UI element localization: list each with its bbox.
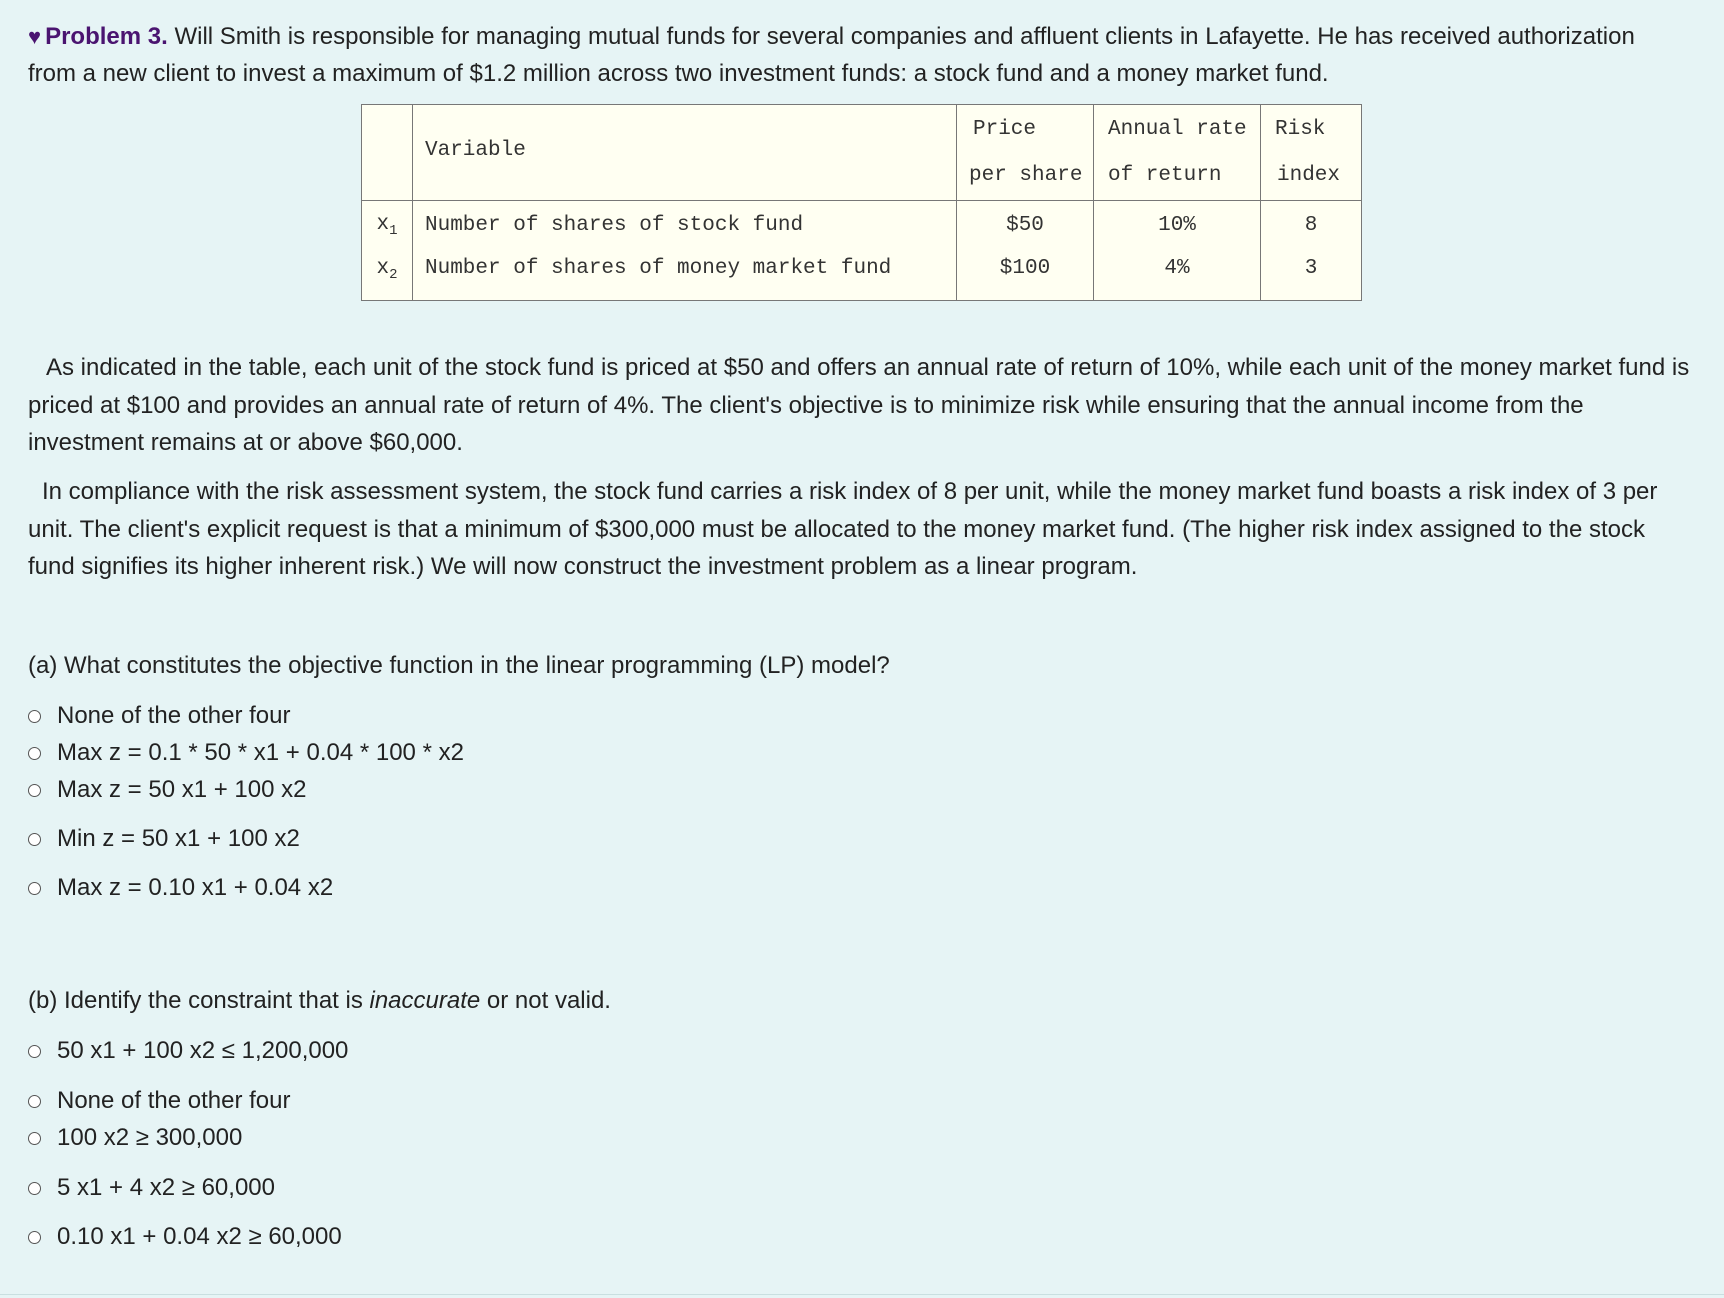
- fund-table: [361, 104, 1362, 301]
- option-b-2-label: None of the other four: [57, 1087, 291, 1114]
- row-2-risk: 3: [1261, 251, 1362, 301]
- row-1-risk: 8: [1261, 201, 1362, 251]
- option-a-2[interactable]: [28, 736, 464, 770]
- header-risk-2: index: [1277, 163, 1341, 187]
- question-b-text-2: or not valid.: [480, 987, 611, 1014]
- problem-intro-text: Will Smith is responsible for managing mutual funds for several companies and affluent clients in Lafayette. He has received authorization from a new client to invest a maximum of $1.2 million across two investment funds: a stock fund and a money market fund.: [28, 23, 1635, 87]
- option-b-4-label: 5 x1 + 4 x2 ≥ 60,000: [57, 1174, 275, 1201]
- row-1-desc: Number of shares of stock fund: [413, 201, 957, 251]
- problem-title: Problem 3.: [45, 23, 168, 50]
- table-row: [362, 201, 1362, 251]
- header-risk-1: Risk: [1275, 117, 1326, 141]
- row-2-price: $100: [957, 251, 1094, 301]
- option-b-5[interactable]: [28, 1220, 342, 1254]
- option-b-1-label: 50 x1 + 100 x2 ≤ 1,200,000: [57, 1037, 349, 1064]
- question-b-text-1: (b) Identify the constraint that is: [28, 987, 370, 1014]
- option-a-3-label: Max z = 50 x1 + 100 x2: [57, 776, 307, 803]
- table-header-row: [362, 105, 1362, 201]
- paragraph-1: As indicated in the table, each unit of the stock fund is priced at $50 and offers an annual rate of return of 10%, while each unit of the money market fund is priced at $100 and provides an annual rate of return of 4%. The client's objective is to minimize risk while ensuring that the annual income from the investment remains at or above $60,000.: [28, 354, 1690, 456]
- header-rate-1: Annual rate: [1108, 117, 1247, 141]
- header-rate-2: of return: [1108, 163, 1222, 187]
- question-b-text-italic: inaccurate: [369, 987, 481, 1014]
- option-b-3-label: 100 x2 ≥ 300,000: [57, 1124, 243, 1151]
- question-b-text: [28, 984, 1668, 1018]
- option-b-1[interactable]: [28, 1034, 348, 1068]
- radio-button[interactable]: [28, 882, 41, 895]
- option-b-2[interactable]: [28, 1084, 290, 1118]
- row-2-desc: Number of shares of money market fund: [413, 251, 957, 301]
- row-1-sub: 1: [389, 222, 398, 239]
- radio-button[interactable]: [28, 1182, 41, 1195]
- option-a-1[interactable]: [28, 699, 290, 733]
- radio-button[interactable]: [28, 1132, 41, 1145]
- option-a-1-label: None of the other four: [57, 702, 291, 729]
- row-2-rate: 4%: [1094, 251, 1261, 301]
- option-b-4[interactable]: [28, 1171, 275, 1205]
- option-a-4[interactable]: [28, 822, 300, 856]
- heart-icon: ♥: [28, 24, 42, 49]
- header-variable: Variable: [413, 105, 957, 201]
- problem-intro: [28, 18, 1678, 92]
- radio-button[interactable]: [28, 1045, 41, 1058]
- bottom-divider: [0, 1294, 1724, 1295]
- radio-button[interactable]: [28, 710, 41, 723]
- row-1-symbol: x: [376, 212, 390, 236]
- row-2-sub: 2: [389, 266, 398, 283]
- option-a-5[interactable]: [28, 871, 333, 905]
- option-b-3[interactable]: [28, 1121, 242, 1155]
- radio-button[interactable]: [28, 1095, 41, 1108]
- header-price-1: Price: [973, 117, 1037, 141]
- option-b-5-label: 0.10 x1 + 0.04 x2 ≥ 60,000: [57, 1223, 342, 1250]
- option-a-5-label: Max z = 0.10 x1 + 0.04 x2: [57, 874, 334, 901]
- option-a-3[interactable]: [28, 773, 306, 807]
- header-price-2: per share: [969, 163, 1083, 187]
- table-row: [362, 251, 1362, 301]
- option-a-2-label: Max z = 0.1 * 50 * x1 + 0.04 * 100 * x2: [57, 739, 464, 766]
- radio-button[interactable]: [28, 1231, 41, 1244]
- row-1-rate: 10%: [1094, 201, 1261, 251]
- row-1-price: $50: [957, 201, 1094, 251]
- row-2-symbol: x: [376, 256, 390, 280]
- question-a-text: (a) What constitutes the objective function in the linear programming (LP) model?: [28, 652, 890, 679]
- radio-button[interactable]: [28, 784, 41, 797]
- radio-button[interactable]: [28, 833, 41, 846]
- radio-button[interactable]: [28, 747, 41, 760]
- option-a-4-label: Min z = 50 x1 + 100 x2: [57, 825, 300, 852]
- paragraph-2: In compliance with the risk assessment system, the stock fund carries a risk index of 8 per unit, while the money market fund boasts a risk index of 3 per unit. The client's explicit request is that a minimum of $300,000 must be allocated to the money market fund. (The higher risk index assigned to the stock fund signifies its higher inherent risk.) We will now construct the investment problem as a linear program.: [28, 478, 1658, 580]
